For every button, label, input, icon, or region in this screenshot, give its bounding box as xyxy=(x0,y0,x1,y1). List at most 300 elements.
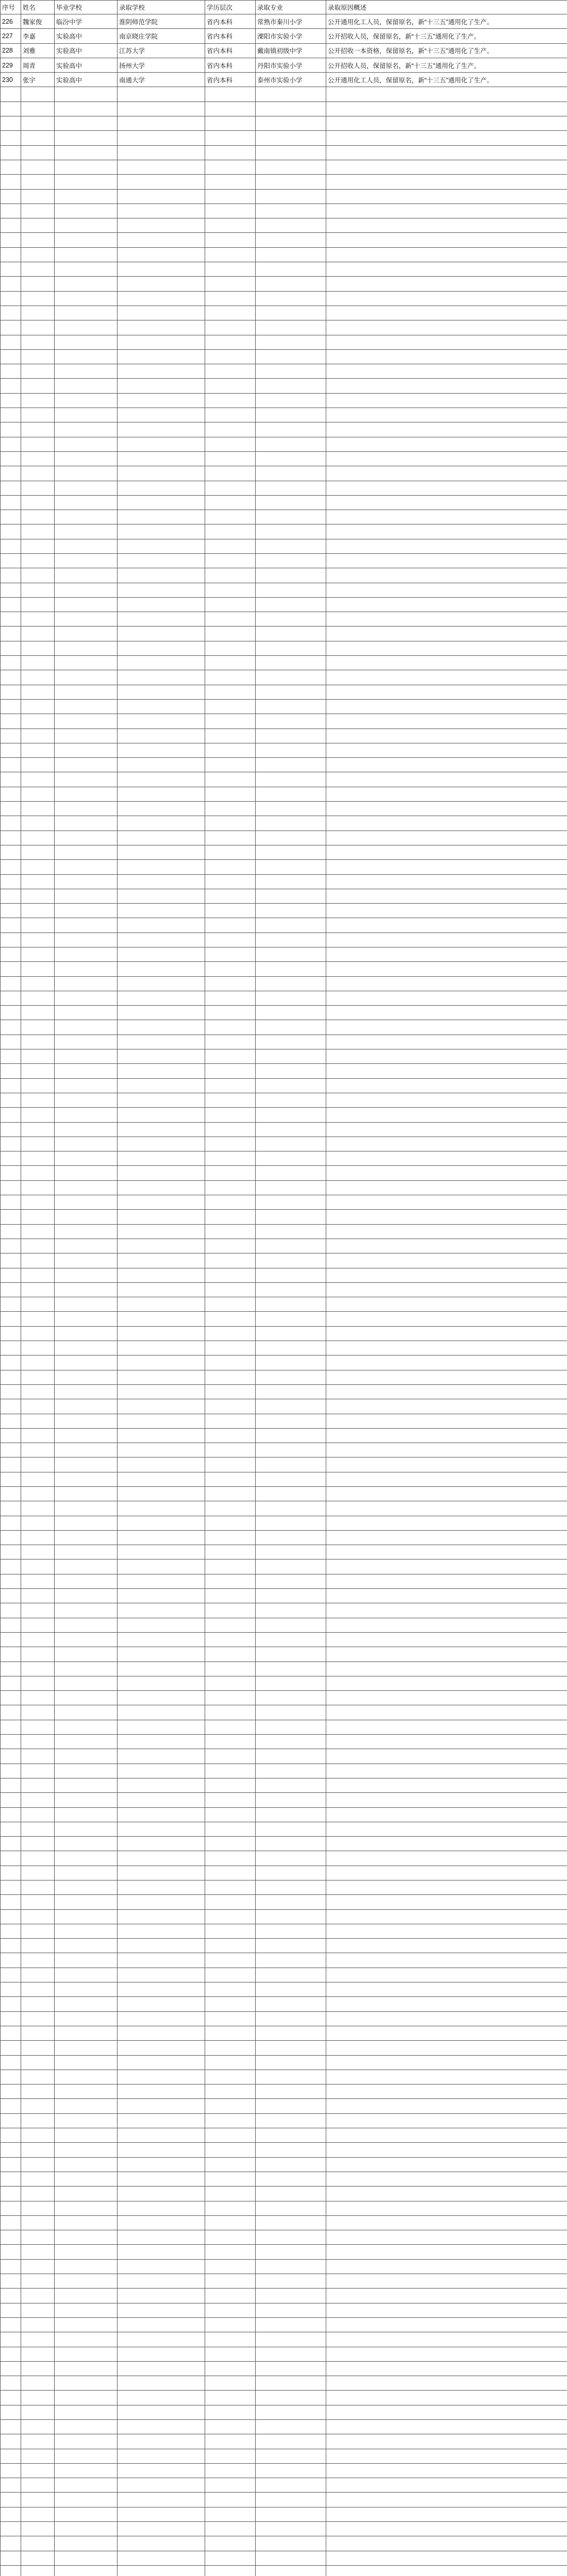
cell-admit-school xyxy=(118,1880,205,1895)
cell-level xyxy=(205,1530,256,1545)
cell-admit-school xyxy=(118,1939,205,1953)
cell-name xyxy=(21,1953,55,1968)
cell-level xyxy=(205,1224,256,1239)
cell-major xyxy=(256,2070,326,2084)
cell-index xyxy=(1,1326,21,1341)
cell-index xyxy=(1,918,21,933)
cell-grad-school xyxy=(55,87,118,101)
cell-major xyxy=(256,2041,326,2055)
cell-level xyxy=(205,2201,256,2215)
cell-admit-school xyxy=(118,2376,205,2391)
table-row xyxy=(1,291,567,306)
cell-admit-school xyxy=(118,1866,205,1880)
cell-name xyxy=(21,1837,55,1851)
cell-index xyxy=(1,728,21,743)
cell-name xyxy=(21,2041,55,2055)
cell-index xyxy=(1,1603,21,1618)
cell-major: 常熟市秦川小学 xyxy=(256,14,326,29)
cell-admit-school xyxy=(118,1691,205,1705)
cell-index xyxy=(1,101,21,116)
table-row xyxy=(1,1195,567,1210)
table-row xyxy=(1,1749,567,1764)
cell-reason xyxy=(326,2449,567,2463)
cell-reason xyxy=(326,131,567,145)
table-row xyxy=(1,1282,567,1297)
cell-name xyxy=(21,976,55,991)
cell-level xyxy=(205,685,256,699)
cell-major xyxy=(256,787,326,801)
cell-index xyxy=(1,874,21,889)
cell-grad-school xyxy=(55,1837,118,1851)
cell-major xyxy=(256,874,326,889)
cell-level xyxy=(205,2391,256,2405)
table-row xyxy=(1,320,567,335)
cell-name xyxy=(21,1472,55,1486)
cell-reason xyxy=(326,2172,567,2186)
cell-index xyxy=(1,1618,21,1632)
cell-level: 省内本科 xyxy=(205,14,256,29)
cell-grad-school xyxy=(55,1953,118,1968)
cell-admit-school xyxy=(118,2332,205,2347)
cell-reason xyxy=(326,145,567,160)
cell-grad-school xyxy=(55,2376,118,2391)
cell-name xyxy=(21,218,55,233)
cell-level xyxy=(205,2187,256,2201)
cell-grad-school xyxy=(55,2259,118,2274)
cell-grad-school xyxy=(55,1807,118,1822)
cell-reason xyxy=(326,1020,567,1035)
cell-major xyxy=(256,422,326,437)
cell-admit-school xyxy=(118,2551,205,2565)
table-row xyxy=(1,1807,567,1822)
cell-reason xyxy=(326,1793,567,1807)
cell-index xyxy=(1,787,21,801)
cell-name xyxy=(21,1166,55,1180)
cell-reason xyxy=(326,1909,567,1924)
cell-admit-school xyxy=(118,889,205,903)
cell-admit-school xyxy=(118,976,205,991)
cell-admit-school xyxy=(118,641,205,655)
cell-grad-school xyxy=(55,2332,118,2347)
cell-name xyxy=(21,2507,55,2521)
cell-index xyxy=(1,349,21,364)
cell-name xyxy=(21,1516,55,1530)
table-row xyxy=(1,1370,567,1384)
cell-major xyxy=(256,2551,326,2565)
cell-index xyxy=(1,2201,21,2215)
cell-level xyxy=(205,1064,256,1078)
cell-level xyxy=(205,1720,256,1734)
cell-major xyxy=(256,1982,326,1997)
cell-level xyxy=(205,1632,256,1647)
cell-grad-school xyxy=(55,2026,118,2040)
cell-admit-school xyxy=(118,1705,205,1720)
cell-name xyxy=(21,1020,55,1035)
cell-reason xyxy=(326,1414,567,1428)
cell-admit-school xyxy=(118,1793,205,1807)
cell-grad-school xyxy=(55,641,118,655)
cell-reason xyxy=(326,1589,567,1603)
cell-grad-school xyxy=(55,247,118,262)
cell-admit-school xyxy=(118,1210,205,1224)
cell-index xyxy=(1,2113,21,2128)
cell-admit-school xyxy=(118,1384,205,1399)
cell-reason xyxy=(326,1662,567,1676)
cell-name xyxy=(21,1997,55,2011)
header-row xyxy=(1,1,567,14)
table-row xyxy=(1,1326,567,1341)
cell-major xyxy=(256,1764,326,1778)
cell-admit-school xyxy=(118,277,205,291)
cell-reason xyxy=(326,2128,567,2143)
cell-admit-school xyxy=(118,101,205,116)
table-row xyxy=(1,1180,567,1195)
cell-reason xyxy=(326,87,567,101)
cell-reason xyxy=(326,1982,567,1997)
cell-name xyxy=(21,787,55,801)
cell-admit-school: 南京晓庄学院 xyxy=(118,29,205,43)
cell-admit-school xyxy=(118,2099,205,2113)
cell-name xyxy=(21,1560,55,1574)
cell-index xyxy=(1,1341,21,1355)
cell-reason xyxy=(326,1341,567,1355)
cell-grad-school xyxy=(55,1151,118,1166)
cell-grad-school xyxy=(55,889,118,903)
cell-admit-school xyxy=(118,947,205,962)
cell-major xyxy=(256,1326,326,1341)
cell-level xyxy=(205,422,256,437)
table-row xyxy=(1,1049,567,1064)
cell-grad-school xyxy=(55,904,118,918)
cell-level xyxy=(205,495,256,510)
cell-admit-school xyxy=(118,393,205,408)
table-row xyxy=(1,1355,567,1370)
cell-level xyxy=(205,1589,256,1603)
cell-grad-school xyxy=(55,2507,118,2521)
cell-reason xyxy=(326,524,567,539)
cell-grad-school xyxy=(55,1064,118,1078)
cell-name xyxy=(21,889,55,903)
cell-reason xyxy=(326,2143,567,2157)
cell-reason xyxy=(326,2317,567,2332)
cell-grad-school xyxy=(55,1108,118,1122)
cell-grad-school xyxy=(55,1355,118,1370)
cell-grad-school xyxy=(55,1895,118,1909)
table-row xyxy=(1,481,567,495)
table-row xyxy=(1,2347,567,2361)
cell-reason xyxy=(326,495,567,510)
cell-admit-school xyxy=(118,1764,205,1778)
cell-level xyxy=(205,306,256,320)
cell-index xyxy=(1,1953,21,1968)
cell-grad-school xyxy=(55,349,118,364)
cell-name xyxy=(21,1691,55,1705)
cell-grad-school xyxy=(55,1939,118,1953)
cell-grad-school xyxy=(55,728,118,743)
table-row xyxy=(1,1545,567,1560)
cell-index xyxy=(1,160,21,174)
cell-name xyxy=(21,1676,55,1690)
cell-level xyxy=(205,2099,256,2113)
cell-name xyxy=(21,699,55,714)
cell-admit-school xyxy=(118,1458,205,1472)
cell-name xyxy=(21,1137,55,1151)
table-row xyxy=(1,1078,567,1093)
cell-grad-school xyxy=(55,1574,118,1588)
cell-level xyxy=(205,2376,256,2391)
cell-name xyxy=(21,2128,55,2143)
cell-admit-school xyxy=(118,510,205,524)
cell-level xyxy=(205,466,256,481)
cell-grad-school xyxy=(55,218,118,233)
table-row xyxy=(1,2303,567,2317)
cell-level xyxy=(205,583,256,597)
cell-index xyxy=(1,539,21,553)
cell-index xyxy=(1,291,21,306)
cell-reason xyxy=(326,816,567,831)
cell-admit-school xyxy=(118,2419,205,2434)
cell-reason: 公开招收一本资格，保留原名，新“十三五”通用化了生产。 xyxy=(326,43,567,58)
cell-admit-school xyxy=(118,1909,205,1924)
table-row xyxy=(1,2143,567,2157)
cell-index: 226 xyxy=(1,14,21,29)
table-row xyxy=(1,1443,567,1458)
cell-grad-school xyxy=(55,787,118,801)
cell-major xyxy=(256,1224,326,1239)
cell-grad-school xyxy=(55,145,118,160)
cell-level xyxy=(205,1618,256,1632)
cell-major xyxy=(256,2201,326,2215)
cell-admit-school xyxy=(118,2055,205,2070)
cell-grad-school xyxy=(55,422,118,437)
cell-reason xyxy=(326,2289,567,2303)
cell-grad-school xyxy=(55,845,118,859)
cell-admit-school xyxy=(118,1924,205,1938)
cell-major: 丹阳市实验小学 xyxy=(256,58,326,72)
cell-name xyxy=(21,2215,55,2230)
table-row xyxy=(1,422,567,437)
cell-grad-school xyxy=(55,772,118,787)
cell-admit-school xyxy=(118,1632,205,1647)
cell-level xyxy=(205,1326,256,1341)
cell-index: 229 xyxy=(1,58,21,72)
cell-grad-school xyxy=(55,481,118,495)
cell-index xyxy=(1,772,21,787)
cell-admit-school xyxy=(118,1414,205,1428)
cell-admit-school xyxy=(118,233,205,247)
table-row xyxy=(1,2419,567,2434)
cell-grad-school xyxy=(55,2157,118,2172)
cell-level xyxy=(205,1953,256,1968)
cell-admit-school xyxy=(118,2041,205,2055)
cell-level xyxy=(205,714,256,728)
table-row xyxy=(1,1064,567,1078)
table-row xyxy=(1,1384,567,1399)
cell-grad-school xyxy=(55,1049,118,1064)
cell-reason xyxy=(326,1122,567,1137)
cell-major xyxy=(256,1866,326,1880)
cell-major xyxy=(256,87,326,101)
cell-major xyxy=(256,2463,326,2478)
cell-major xyxy=(256,553,326,568)
cell-index xyxy=(1,626,21,641)
cell-admit-school xyxy=(118,2157,205,2172)
cell-level xyxy=(205,1472,256,1486)
cell-reason xyxy=(326,1355,567,1370)
cell-name xyxy=(21,2259,55,2274)
table-row xyxy=(1,612,567,626)
cell-index xyxy=(1,262,21,277)
cell-name xyxy=(21,2026,55,2040)
cell-index xyxy=(1,656,21,670)
cell-admit-school xyxy=(118,2113,205,2128)
cell-major xyxy=(256,2347,326,2361)
cell-admit-school xyxy=(118,1953,205,1968)
cell-major xyxy=(256,1384,326,1399)
cell-level xyxy=(205,1997,256,2011)
cell-index xyxy=(1,947,21,962)
table-row xyxy=(1,1997,567,2011)
table-row xyxy=(1,2405,567,2419)
cell-level xyxy=(205,175,256,189)
table-row xyxy=(1,728,567,743)
cell-name xyxy=(21,1151,55,1166)
cell-grad-school xyxy=(55,583,118,597)
cell-index xyxy=(1,2128,21,2143)
cell-major xyxy=(256,2011,326,2026)
cell-reason xyxy=(326,991,567,1005)
cell-index xyxy=(1,1064,21,1078)
cell-level xyxy=(205,1982,256,1997)
cell-admit-school xyxy=(118,1545,205,1560)
cell-admit-school xyxy=(118,2565,205,2576)
cell-admit-school xyxy=(118,2449,205,2463)
cell-index xyxy=(1,612,21,626)
table-row xyxy=(1,131,567,145)
cell-index xyxy=(1,1589,21,1603)
cell-grad-school xyxy=(55,1676,118,1690)
cell-grad-school xyxy=(55,2172,118,2186)
cell-level xyxy=(205,1297,256,1312)
cell-reason xyxy=(326,1501,567,1516)
cell-reason xyxy=(326,1151,567,1166)
cell-name xyxy=(21,743,55,757)
cell-reason xyxy=(326,1472,567,1486)
cell-reason: 公开通用化工人员，保留原名，新“十三五”通用化了生产。 xyxy=(326,14,567,29)
cell-grad-school xyxy=(55,743,118,757)
cell-name xyxy=(21,1122,55,1137)
cell-level xyxy=(205,349,256,364)
table-row xyxy=(1,874,567,889)
table-row xyxy=(1,2128,567,2143)
cell-reason xyxy=(326,1560,567,1574)
cell-reason xyxy=(326,247,567,262)
cell-index xyxy=(1,1414,21,1428)
cell-admit-school xyxy=(118,1735,205,1749)
table-row xyxy=(1,553,567,568)
cell-major xyxy=(256,451,326,466)
cell-admit-school xyxy=(118,1822,205,1836)
table-row xyxy=(1,2026,567,2040)
cell-level xyxy=(205,2157,256,2172)
cell-reason xyxy=(326,1822,567,1836)
cell-reason xyxy=(326,2245,567,2259)
cell-reason xyxy=(326,976,567,991)
cell-major xyxy=(256,1924,326,1938)
cell-level xyxy=(205,2055,256,2070)
cell-index xyxy=(1,422,21,437)
cell-admit-school xyxy=(118,685,205,699)
table-row xyxy=(1,1006,567,1020)
cell-name xyxy=(21,2070,55,2084)
cell-level xyxy=(205,1895,256,1909)
table-row xyxy=(1,1720,567,1734)
cell-reason xyxy=(326,2522,567,2536)
cell-major xyxy=(256,2536,326,2551)
cell-grad-school xyxy=(55,1122,118,1137)
cell-level xyxy=(205,2463,256,2478)
cell-major xyxy=(256,1545,326,1560)
table-row xyxy=(1,889,567,903)
cell-grad-school xyxy=(55,1632,118,1647)
cell-reason xyxy=(326,451,567,466)
cell-major xyxy=(256,568,326,583)
cell-index xyxy=(1,1895,21,1909)
cell-grad-school xyxy=(55,1705,118,1720)
cell-level xyxy=(205,1020,256,1035)
cell-reason xyxy=(326,685,567,699)
cell-major xyxy=(256,918,326,933)
cell-admit-school xyxy=(118,1268,205,1282)
table-row xyxy=(1,2478,567,2493)
cell-grad-school xyxy=(55,1560,118,1574)
cell-index xyxy=(1,2187,21,2201)
cell-reason xyxy=(326,233,567,247)
cell-name xyxy=(21,904,55,918)
cell-index xyxy=(1,1545,21,1560)
cell-index xyxy=(1,2463,21,2478)
cell-reason xyxy=(326,626,567,641)
cell-index xyxy=(1,1210,21,1224)
cell-major: 戴南镇初级中学 xyxy=(256,43,326,58)
table-row xyxy=(1,1866,567,1880)
cell-level xyxy=(205,612,256,626)
table-row xyxy=(1,175,567,189)
cell-name xyxy=(21,277,55,291)
cell-reason xyxy=(326,1749,567,1764)
cell-major xyxy=(256,2230,326,2245)
cell-grad-school xyxy=(55,1545,118,1560)
cell-name xyxy=(21,1414,55,1428)
table-row xyxy=(1,1486,567,1501)
cell-reason xyxy=(326,393,567,408)
cell-index xyxy=(1,2084,21,2099)
cell-reason xyxy=(326,1180,567,1195)
cell-name xyxy=(21,1647,55,1662)
cell-grad-school xyxy=(55,2143,118,2157)
cell-reason xyxy=(326,1443,567,1458)
cell-major xyxy=(256,2157,326,2172)
cell-major xyxy=(256,1370,326,1384)
cell-major xyxy=(256,189,326,204)
cell-major xyxy=(256,1560,326,1574)
cell-name: 魏家俊 xyxy=(21,14,55,29)
cell-reason xyxy=(326,2376,567,2391)
cell-name xyxy=(21,947,55,962)
cell-major xyxy=(256,1428,326,1443)
cell-index xyxy=(1,2245,21,2259)
cell-reason xyxy=(326,2463,567,2478)
